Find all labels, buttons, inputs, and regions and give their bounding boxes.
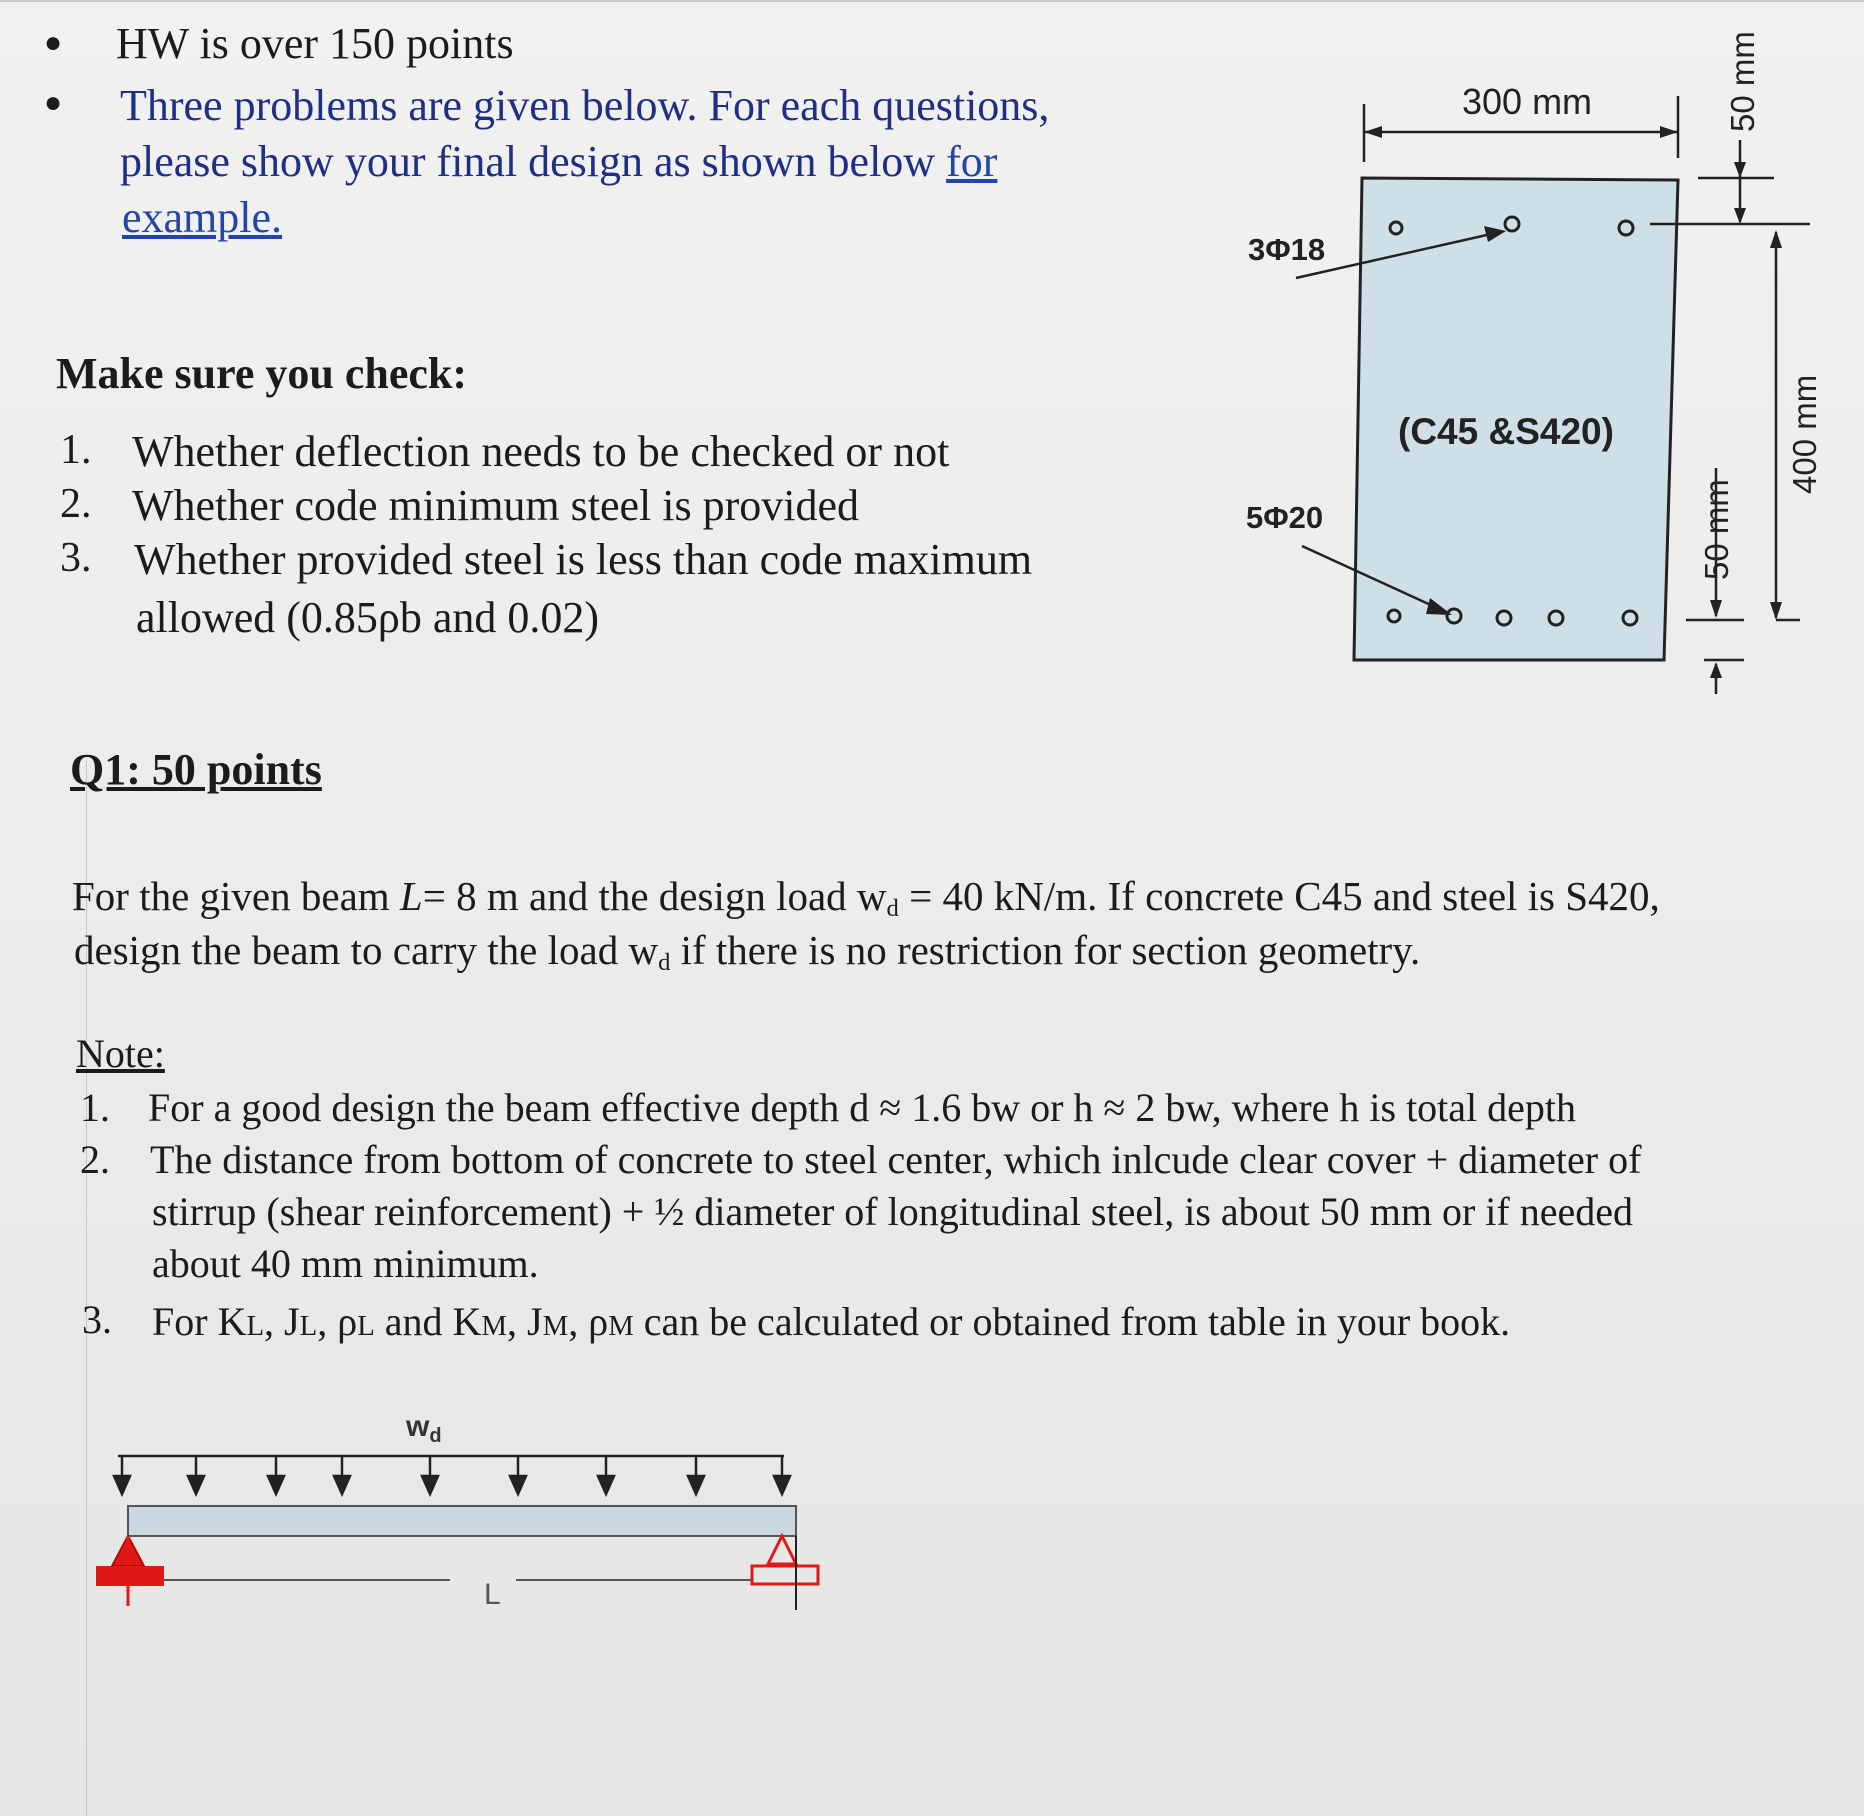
note-1: For a good design the beam effective depth d ≈ 1.6 bw or h ≈ 2 bw, where h is total depth — [148, 1085, 1577, 1130]
checklist-item-3: Whether provided steel is less than code maximum — [134, 535, 1033, 584]
note-3-sub: L — [299, 1310, 318, 1342]
q1-sub: d — [658, 949, 671, 977]
note-2-line1: The distance from bottom of concrete to steel center, which inlcude clear cover + diameter of — [150, 1137, 1642, 1182]
bullet-three-problems: Three problems are given below. For each questions, — [120, 81, 1050, 130]
note-3-sub: M — [542, 1310, 569, 1342]
q1-text: = 40 kN/m. If concrete C45 and steel is S420, — [898, 873, 1660, 919]
example-link[interactable]: example. — [122, 193, 283, 242]
load-label: $w_d$ — [406, 1410, 442, 1447]
note-3-text: , ρ — [317, 1299, 358, 1344]
width-label: 300 mm — [1462, 81, 1593, 122]
beam-body — [128, 1506, 796, 1536]
note-3-text: , J — [507, 1299, 543, 1344]
right-support-base — [752, 1566, 818, 1584]
right-support — [768, 1536, 796, 1564]
note-3-sub: L — [357, 1310, 375, 1342]
note-3-text: and K — [374, 1299, 482, 1344]
note-num-3: 3. — [82, 1297, 112, 1342]
q1-text: = 8 m and the design load w — [422, 873, 887, 919]
q1-text: For the given beam — [72, 873, 400, 919]
height-label: 400 mm — [1786, 374, 1823, 494]
left-support-base — [96, 1566, 164, 1586]
note-3-text: , J — [264, 1299, 300, 1344]
load-arrows — [114, 1456, 790, 1494]
bullet-dot: ● — [44, 86, 63, 119]
note-num-1: 1. — [80, 1085, 110, 1130]
checklist-item-1: Whether deflection needs to be checked or not — [132, 427, 950, 476]
note-3-sub: M — [608, 1310, 634, 1342]
note-title: Note: — [76, 1031, 165, 1076]
q1-text: design the beam to carry the load w — [74, 927, 659, 973]
checklist-num-1: 1. — [60, 427, 92, 473]
note-3-text: For K — [152, 1299, 247, 1344]
checklist-item-3-cont: allowed (0.85ρb and 0.02) — [136, 593, 600, 642]
top-cover-label: 50 mm — [1724, 31, 1761, 132]
q1-sub: d — [886, 895, 899, 923]
note-3-text: , ρ — [568, 1299, 609, 1344]
bullet-hw-points: HW is over 150 points — [116, 19, 514, 68]
note-3-text: can be calculated or obtained from table in your book. — [633, 1299, 1511, 1344]
bottom-bars-label: 5Φ20 — [1246, 500, 1324, 535]
checklist-title: Make sure you check: — [56, 349, 468, 398]
material-label: (C45 &S420) — [1398, 411, 1614, 452]
example-link-for[interactable]: for — [946, 137, 998, 186]
note-2-line3: about 40 mm minimum. — [152, 1241, 539, 1286]
checklist-item-2: Whether code minimum steel is provided — [132, 481, 860, 530]
bottom-cover-label: 50 mm — [1698, 479, 1735, 580]
q1-text: if there is no restriction for section geometry. — [670, 927, 1421, 973]
note-2-line2: stirrup (shear reinforcement) + ½ diameter of longitudinal steel, is about 50 mm or if needed — [152, 1189, 1633, 1234]
top-bars-label: 3Φ18 — [1248, 232, 1326, 267]
span-label: L — [484, 1578, 501, 1611]
checklist-num-2: 2. — [60, 481, 92, 527]
note-3-sub: M — [481, 1310, 508, 1342]
bullet-design-text: please show your final design as shown below — [120, 137, 947, 186]
q1-title: Q1: 50 points — [70, 745, 322, 794]
q1-L: L — [399, 873, 423, 919]
note-3-sub: L — [246, 1310, 265, 1342]
note-num-2: 2. — [80, 1137, 110, 1182]
checklist-num-3: 3. — [60, 535, 92, 581]
bullet-dot: ● — [44, 26, 63, 59]
